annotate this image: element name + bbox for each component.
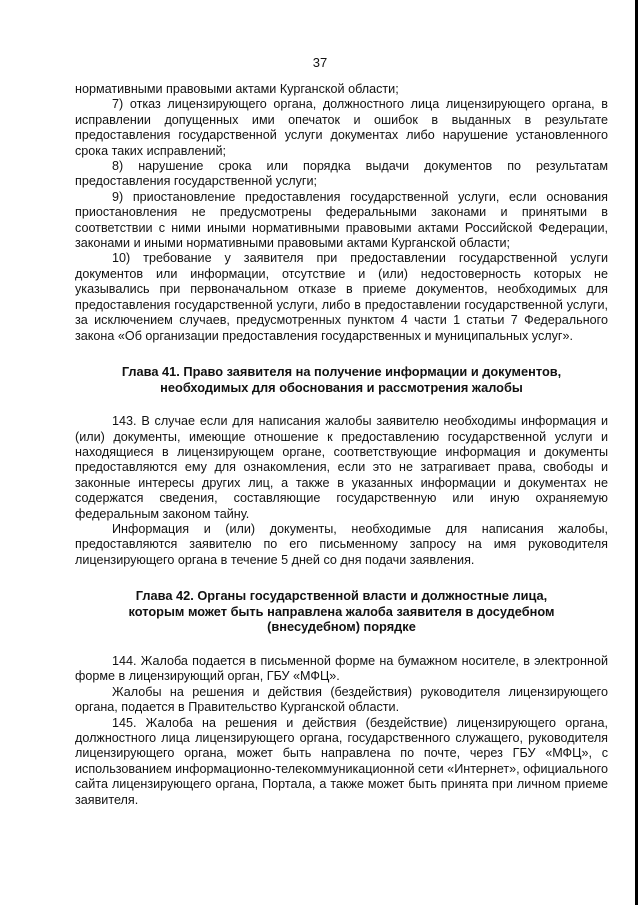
chapter-42-title-line-2: которым может быть направлена жалоба заявителя в досудебном [128, 603, 555, 619]
paragraph-143: 143. В случае если для написания жалобы заявителю необходимы информация и (или) документы, имеющие отношение к предоставлению государственной услуги и находящиеся в лицензирующем органе, соответствующие информация и документы предоставляются ему для ознакомления, если это не затрагивает права, свободы и законные интересы других лиц, а также в указанных информации и документах не содержатся сведения, составляющие государственную или иную охраняемую федеральным законом тайну. [75, 414, 608, 521]
paragraph-144-complaints: Жалобы на решения и действия (бездействия) руководителя лицензирующего органа, подается в Правительство Курганской области. [75, 684, 608, 715]
document-body [75, 82, 608, 808]
page-number: 37 [312, 55, 328, 70]
paragraph-continuation: нормативными правовыми актами Курганской области; [75, 82, 399, 96]
paragraph-143-info: Информация и (или) документы, необходимые для написания жалобы, предоставляются заявителю по его письменному запросу на имя руководителя лицензирующего органа в течение 5 дней со дня подачи заявления. [75, 521, 608, 567]
paragraph-145: 145. Жалоба на решения и действия (бездействие) лицензирующего органа, должностного лица лицензирующего органа, государственного служащего, руководителя лицензирующего органа, может быть направлена по почте, через ГБУ «МФЦ», с использованием информационно-телекоммуникационной сети «Интернет», официального сайта лицензирующего органа, Портала, а также может быть принята при личном приеме заявителя. [75, 715, 608, 807]
page-edge-border [635, 0, 638, 905]
paragraph-item-7: 7) отказ лицензирующего органа, должностного лица лицензирующего органа, в исправлении допущенных ими опечаток и ошибок в выданных в результате предоставления государственной услуги документах либо нарушение установленного срока таких исправлений; [75, 97, 608, 158]
chapter-41-title-line-2: необходимых для обоснования и рассмотрения жалобы [160, 379, 523, 395]
paragraph-item-9: 9) приостановление предоставления государственной услуги, если основания приостановления не предусмотрены федеральными законами и принятыми в соответствии с ними иными нормативными правовыми актами Российской Федерации, законами и иными нормативными правовыми актами Курганской области; [75, 189, 608, 251]
chapter-41-title-line-1: Глава 41. Право заявителя на получение информации и документов, [121, 363, 562, 379]
chapter-42-title-line-3: (внесудебном) порядке [267, 619, 416, 635]
paragraph-item-8: 8) нарушение срока или порядка выдачи документов по результатам предоставления государственной услуги; [75, 159, 608, 189]
chapter-42-title-line-1: Глава 42. Органы государственной власти и должностные лица, [135, 588, 548, 604]
chapter-41-heading [75, 364, 608, 395]
paragraph-item-10: 10) требование у заявителя при предоставлении государственной услуги документов или информации, отсутствие и (или) недостоверность которых не указывались при первоначальном отказе в приеме документов, необходимых для предоставления государственной услуги, либо в предоставлении государственной услуги, за исключением случаев, предусмотренных пунктом 4 части 1 статьи 7 Федерального закона «Об организации предоставления государственных и муниципальных услуг». [75, 251, 608, 343]
paragraph-144: 144. Жалоба подается в письменной форме на бумажном носителе, в электронной форме в лицензирующий орган, ГБУ «МФЦ». [75, 653, 608, 684]
chapter-42-heading [75, 588, 608, 635]
